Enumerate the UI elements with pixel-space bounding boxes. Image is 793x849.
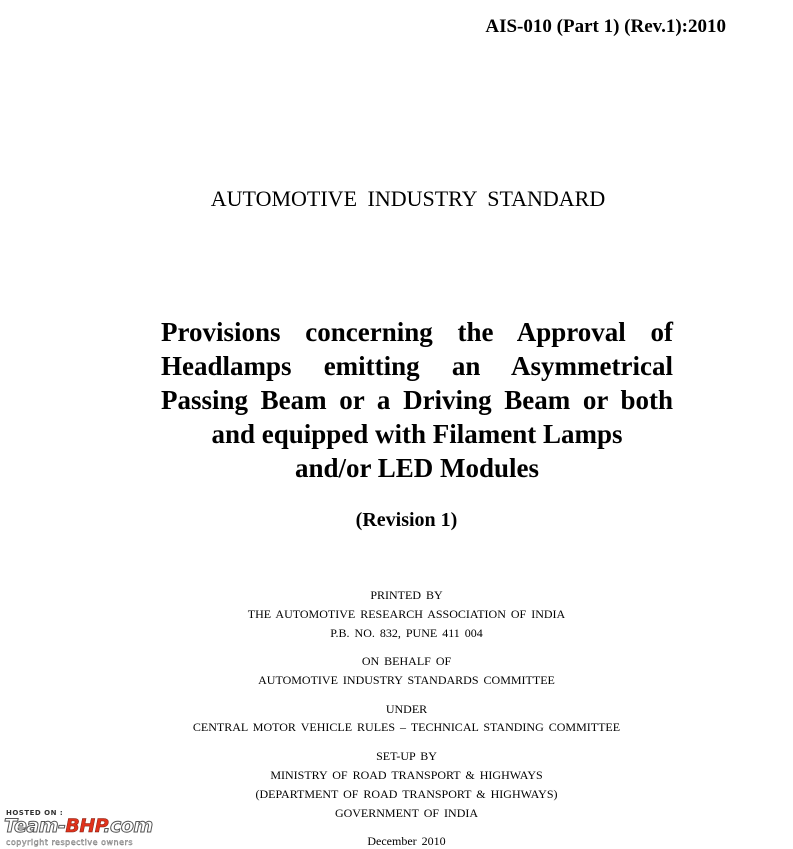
document-title [161, 315, 673, 485]
ministry-name: MINISTRY OF ROAD TRANSPORT & HIGHWAYS [270, 768, 543, 782]
under-label: UNDER [385, 702, 428, 716]
logo-dash-text: - [58, 815, 66, 837]
printed-by-label: PRINTED BY [370, 588, 443, 602]
team-bhp-watermark [4, 809, 194, 847]
title-line: and equipped with Filament Lamps [211, 419, 623, 449]
set-up-by-label: SET-UP BY [376, 749, 437, 763]
standards-committee: AUTOMOTIVE INDUSTRY STANDARDS COMMITTEE [258, 673, 555, 687]
logo-com-text: .com [103, 815, 153, 837]
government-name: GOVERNMENT OF INDIA [334, 806, 479, 820]
logo-team-text: Team [4, 815, 59, 837]
printer-address: P.B. NO. 832, PUNE 411 004 [330, 626, 483, 640]
watermark-copyright: copyright respective owners [6, 838, 133, 847]
publication-date: December 2010 [367, 834, 446, 848]
watermark-hosted-on: HOSTED ON : [6, 809, 64, 817]
on-behalf-of-label: ON BEHALF OF [361, 654, 452, 668]
standard-heading: AUTOMOTIVE INDUSTRY STANDARD [210, 186, 606, 211]
standing-committee: CENTRAL MOTOR VEHICLE RULES – TECHNICAL STANDING COMMITTEE [192, 720, 621, 734]
logo-bhp-text: BHP [65, 815, 104, 837]
title-line: Passing Beam or a Driving Beam or both [161, 385, 673, 415]
document-number: AIS-010 (Part 1) (Rev.1):2010 [485, 16, 726, 37]
title-line: Provisions concerning the Approval of [161, 317, 673, 347]
title-line: Headlamps emitting an Asymmetrical [161, 351, 673, 381]
team-bhp-logo [4, 815, 153, 837]
printer-organization: THE AUTOMOTIVE RESEARCH ASSOCIATION OF INDIA [247, 607, 566, 621]
department-name: (DEPARTMENT OF ROAD TRANSPORT & HIGHWAYS) [255, 787, 558, 801]
title-line: and/or LED Modules [294, 453, 540, 483]
revision-label: (Revision 1) [355, 509, 458, 531]
